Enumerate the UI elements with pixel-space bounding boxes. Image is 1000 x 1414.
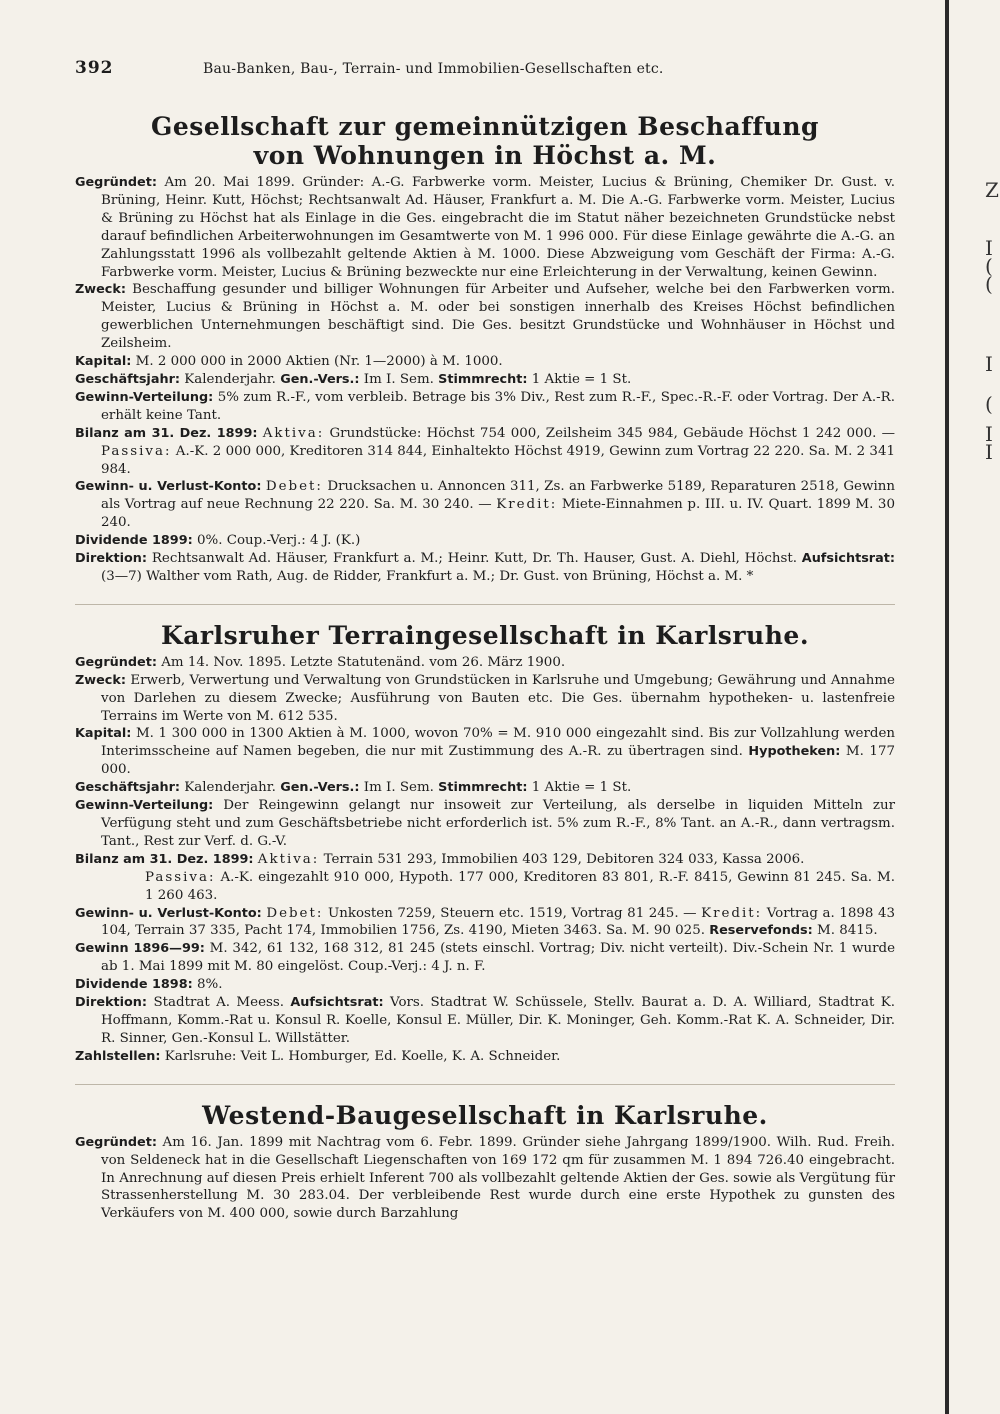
field-label: Gen.-Vers.:: [280, 371, 360, 387]
passiva-paragraph: [75, 869, 895, 905]
field-label: Gewinn- u. Verlust-Konto:: [75, 905, 262, 921]
page-number: 392: [75, 58, 114, 78]
guv-paragraph: [75, 478, 895, 532]
field-text: M. 342, 61 132, 168 312, 81 245 (stets einschl. Vortrag; Div. nicht verteilt). Div.-Schein Nr. 1 wurde ab 1. Mai 1899 mit M. 80 eingelöst. Coup.-Verj.: 4 J. n. F.: [101, 941, 895, 975]
field-label-spaced: Debet:: [265, 479, 323, 495]
margin-letter: I: [985, 352, 993, 376]
kapital-paragraph: [75, 353, 895, 371]
section-divider: [75, 604, 895, 605]
entry-title: [75, 112, 895, 170]
field-text: Kalenderjahr.: [184, 371, 276, 387]
page-content: [75, 58, 895, 1223]
margin-letter: (: [985, 254, 993, 278]
field-text: Karlsruhe: Veit L. Homburger, Ed. Koelle, K. A. Schneider.: [164, 1048, 561, 1064]
bilanz-paragraph: [75, 851, 895, 869]
field-label: Aufsichtsrat:: [801, 551, 895, 567]
field-text: M. 2 000 000 in 2000 Aktien (Nr. 1—2000) à M. 1000.: [135, 354, 503, 370]
field-text: Der Reingewinn gelangt nur insoweit zur Verteilung, als derselbe in liquiden Mitteln zur Verfügung steht und zum Geschäftsbetriebe nicht erforderlich ist. 5% zum R.-F., 8% Tant. an A.-R., dann vertragsm. Tant., Rest zur Verf. d. G.-V.: [101, 798, 895, 849]
entry-title-line: von Wohnungen in Höchst a. M.: [253, 141, 717, 170]
field-text: Erwerb, Verwertung und Verwaltung von Grundstücken in Karlsruhe und Umgebung; Gewährung und Annahme von Darlehen zu diesem Zwecke; Ausführung von Bauten etc. Die Ges. übernahm hypotheken- u. lastenfreie Terrains im Werte von M. 612 535.: [101, 672, 895, 724]
field-label: Direktion:: [75, 551, 148, 567]
gegruendet-paragraph: [75, 174, 895, 281]
dividende-paragraph: [75, 532, 895, 550]
field-label: Stimmrecht:: [438, 371, 528, 387]
kapital-paragraph: [75, 725, 895, 779]
field-text: 1 Aktie = 1 St.: [531, 780, 632, 796]
entry-title: Westend-Baugesellschaft in Karlsruhe.: [202, 1100, 768, 1130]
field-text: Im I. Sem.: [363, 780, 434, 796]
field-label: Gewinn-Verteilung:: [75, 798, 214, 814]
field-text: 1 Aktie = 1 St.: [531, 371, 632, 387]
field-label: Stimmrecht:: [438, 780, 528, 796]
field-text: Vortrag a. 1898 43 104, Terrain 37 335, Pacht 174, Immobilien 1756, Zs. 4190, Mieten 3463. Sa. M. 90 025.: [101, 905, 895, 939]
field-label-spaced: Kredit:: [496, 497, 558, 513]
field-label: Zahlstellen:: [75, 1048, 161, 1064]
running-head: [75, 58, 895, 86]
field-label: Geschäftsjahr:: [75, 371, 180, 387]
field-text: M. 1 300 000 in 1300 Aktien à M. 1000, wovon 70% = M. 910 000 eingezahlt sind. Bis zur Vollzahlung werden Interimsscheine auf Namen begeben, die nur mit Zustimmung des A.-R. zu übertragen sind.: [101, 726, 895, 760]
field-text: Am 20. Mai 1899. Gründer: A.-G. Farbwerke vorm. Meister, Lucius & Brüning, Chemiker Dr. Gust. v. Brüning, Heinr. Kutt, Höchst; Rechtsanwalt Ad. Häuser, Frankfurt a. M. Die A.-G. Farbwerke vorm. Meister, Lucius & Brüning zu Höchst hat als Einlage in die Ges. eingebracht die im Statut näher bezeichneten Grundstücke nebst darauf befindlichen Arbeiterwohnungen im Gesamtwerte von M. 1 996 000. Für diese Einlage gewährte die A.-G. an Zahlungsstatt 1996 als vollbezahlt geltende Aktien à M. 1000. Diese Abzweigung vom Geschäft der Firma: A.-G. Farbwerke vorm. Meister, Lucius & Brüning bezweckte nur eine Erleichterung in der Verwaltung, keinen Gewinn.: [101, 175, 895, 280]
gewinne-paragraph: [75, 940, 895, 976]
field-label: Gewinn 1896—99:: [75, 941, 205, 957]
field-label: Direktion:: [75, 995, 148, 1011]
field-text: Im I. Sem.: [363, 371, 434, 387]
margin-letter: (: [985, 392, 993, 416]
field-label: Bilanz am 31. Dez. 1899:: [75, 851, 254, 867]
field-text: Drucksachen u. Annoncen 311, Zs. an Farbwerke 5189, Reparaturen 2518, Gewinn als Vortrag auf neue Rechnung 22 220. Sa. M. 30 240. —: [101, 479, 895, 513]
margin-letter: I: [985, 422, 993, 446]
page-edge-line: [945, 0, 949, 1414]
entry-title: Karlsruher Terraingesellschaft in Karlsruhe.: [160, 620, 810, 650]
field-text: Grundstücke: Höchst 754 000, Zeilsheim 345 984, Gebäude Höchst 1 242 000. —: [329, 425, 895, 441]
field-text: Beschaffung gesunder und billiger Wohnungen für Arbeiter und Aufseher, welche bei den Farbwerken vorm. Meister, Lucius & Brüning in Höchst a. M. oder bei sonstigen innerhalb des Kreises Höchst befindlichen gewerblichen Unternehmungen beschäftigt sind. Die Ges. besitzt Grundstücke und Wohnhäuser in Höchst und Zeilsheim.: [101, 282, 895, 352]
field-label: Dividende 1898:: [75, 977, 193, 993]
gegruendet-paragraph: [75, 654, 895, 672]
field-label: Dividende 1899:: [75, 533, 193, 549]
field-text: Am 14. Nov. 1895. Letzte Statutenänd. vom 26. März 1900.: [161, 654, 566, 670]
entry-body: [75, 1134, 895, 1224]
margin-letter: (: [985, 272, 993, 296]
field-text: Am 16. Jan. 1899 mit Nachtrag vom 6. Febr. 1899. Gründer siehe Jahrgang 1899/1900. Wilh. Rud. Freih. von Seldeneck hat in die Gesellschaft Liegenschaften von 169 172 qm für zusammen M. 1 894 726.40 eingebracht. In Anrechnung auf diesen Preis erhielt Inferent 700 als vollbezahlt geltende Aktien der Ges. sowie als Vergütung für Strassenherstellung M. 30 283.04. Der verbleibende Rest wurde durch eine erste Hypothek zu gunsten des Verkäufers von M. 400 000, sowie durch Barzahlung: [101, 1134, 895, 1222]
zweck-paragraph: [75, 672, 895, 726]
field-text: Miete-Einnahmen p. III. u. IV. Quart. 1899 M. 30 240.: [101, 497, 895, 531]
entry-body: [75, 654, 895, 1066]
field-text: A.-K. 2 000 000, Kreditoren 314 844, Einhaltekto Höchst 4919, Gewinn zum Vortrag 22 220. Sa. M. 2 341 984.: [101, 443, 895, 477]
field-text: 5% zum R.-F., vom verbleib. Betrage bis 3% Div., Rest zum R.-F., Spec.-R.-F. oder Vortrag. Der A.-R. erhält keine Tant.: [101, 389, 895, 423]
field-label: Reservefonds:: [709, 923, 813, 939]
margin-letter: I: [985, 236, 993, 260]
field-text: Stadtrat A. Meess.: [153, 995, 284, 1011]
margin-letter: Z: [985, 178, 999, 202]
entry-title-line: Gesellschaft zur gemeinnützigen Beschaffung: [151, 112, 819, 141]
field-label: Gegründet:: [75, 1134, 157, 1150]
field-label: Gen.-Vers.:: [280, 780, 360, 796]
field-label-spaced: Kredit:: [701, 905, 763, 921]
field-label: Gewinn-Verteilung:: [75, 389, 214, 405]
field-label: Hypotheken:: [748, 744, 841, 760]
field-text: Terrain 531 293, Immobilien 403 129, Debitoren 324 033, Kassa 2006.: [323, 851, 805, 867]
field-label: Zweck:: [75, 282, 126, 298]
field-label: Aufsichtsrat:: [290, 995, 384, 1011]
bilanz-paragraph: [75, 425, 895, 479]
field-text: Rechtsanwalt Ad. Häuser, Frankfurt a. M.; Heinr. Kutt, Dr. Th. Hauser, Gust. A. Diehl, Höchst.: [151, 551, 798, 567]
field-text: 8%.: [196, 977, 223, 993]
field-text: A.-K. eingezahlt 910 000, Hypoth. 177 000, Kreditoren 83 801, R.-F. 8415, Gewinn 81 245. Sa. M. 1 260 463.: [145, 869, 895, 903]
gewinn-verteilung-paragraph: [75, 797, 895, 851]
field-label-spaced: Passiva:: [101, 443, 172, 459]
field-text: (3—7) Walther vom Rath, Aug. de Ridder, Frankfurt a. M.; Dr. Gust. von Brüning, Höchst a. M. *: [101, 568, 754, 584]
field-text: M. 177 000.: [101, 744, 895, 778]
direktion-paragraph: [75, 994, 895, 1048]
field-text: Unkosten 7259, Steuern etc. 1519, Vortrag 81 245. —: [327, 905, 697, 921]
field-label: Gegründet:: [75, 175, 157, 190]
field-label-spaced: Passiva:: [145, 869, 216, 885]
field-label: Gewinn- u. Verlust-Konto:: [75, 479, 262, 495]
entry-body: [75, 174, 895, 586]
gewinn-verteilung-paragraph: [75, 389, 895, 425]
field-text: Vors. Stadtrat W. Schüssele, Stellv. Baurat a. D. A. Williard, Stadtrat K. Hoffmann, Komm.-Rat u. Konsul R. Koelle, Konsul E. Müller, Dir. K. Moninger, Geh. Komm.-Rat K. A. Schneider, Dir. R. Sinner, Gen.-Konsul L. Willstätter.: [101, 995, 895, 1046]
field-label: Geschäftsjahr:: [75, 780, 180, 796]
guv-paragraph: [75, 905, 895, 941]
field-text: Kalenderjahr.: [184, 780, 276, 796]
field-label-spaced: Aktiva:: [262, 425, 325, 441]
geschaeftsjahr-paragraph: [75, 779, 895, 797]
field-label: Gegründet:: [75, 654, 157, 670]
margin-letter: I: [985, 440, 993, 464]
field-label: Bilanz am 31. Dez. 1899:: [75, 425, 258, 441]
gegruendet-paragraph: [75, 1134, 895, 1224]
section-divider: [75, 1084, 895, 1085]
geschaeftsjahr-paragraph: [75, 371, 895, 389]
field-label-spaced: Aktiva:: [257, 851, 320, 867]
dividende-paragraph: [75, 976, 895, 994]
field-label: Kapital:: [75, 354, 132, 370]
field-label: Kapital:: [75, 726, 132, 742]
field-label-spaced: Debet:: [266, 905, 324, 921]
running-title: Bau-Banken, Bau-, Terrain- und Immobilien-Gesellschaften etc.: [203, 61, 664, 77]
field-text: M. 8415.: [817, 923, 878, 939]
zahlstellen-paragraph: [75, 1048, 895, 1066]
zweck-paragraph: [75, 281, 895, 353]
direktion-paragraph: [75, 550, 895, 586]
field-label: Zweck:: [75, 672, 126, 688]
margin-letters: [985, 0, 1000, 1414]
field-text: 0%. Coup.-Verj.: 4 J. (K.): [196, 533, 361, 549]
